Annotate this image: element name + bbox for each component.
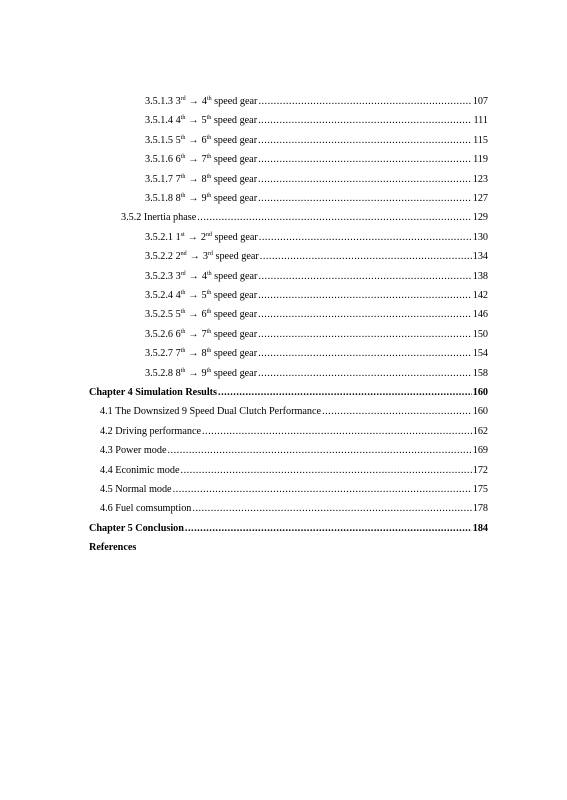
gear-to: 8 xyxy=(201,348,207,360)
toc-entry-label xyxy=(145,328,257,341)
right-arrow-icon: → xyxy=(188,270,199,282)
dot-leader xyxy=(185,522,472,535)
gear-from: 3 xyxy=(175,96,181,107)
gear-to-ordinal: th xyxy=(206,96,212,102)
right-arrow-icon: → xyxy=(188,367,199,379)
right-arrow-icon: → xyxy=(189,251,200,263)
gear-from: 8 xyxy=(175,193,181,204)
dot-leader xyxy=(258,289,472,302)
gear-to-ordinal: th xyxy=(206,367,212,374)
page-number: 158 xyxy=(472,367,488,379)
toc-entry-label xyxy=(145,231,258,244)
toc-entry-label xyxy=(145,367,257,380)
toc-entry[interactable] xyxy=(145,308,488,321)
right-arrow-icon: → xyxy=(188,115,199,127)
section-number: 3.5.2.3 xyxy=(145,270,174,282)
gear-to-ordinal: th xyxy=(206,328,212,335)
toc-entry[interactable] xyxy=(145,347,488,360)
toc-entry-label xyxy=(145,95,257,108)
toc-entry[interactable] xyxy=(145,270,488,283)
toc-entry-label xyxy=(145,192,257,205)
entry-title: speed gear xyxy=(213,309,258,321)
gear-to-ordinal: th xyxy=(206,173,212,180)
gear-to-ordinal: th xyxy=(206,270,212,277)
page-number: 134 xyxy=(472,251,488,263)
toc-entry[interactable] xyxy=(100,444,488,457)
gear-from: 7 xyxy=(175,173,181,185)
entry-title: speed gear xyxy=(213,290,258,301)
toc-entry-label xyxy=(89,541,136,554)
dot-leader xyxy=(202,425,472,438)
gear-from-ordinal: rd xyxy=(180,270,186,277)
page-number: 160 xyxy=(472,406,488,418)
dot-leader xyxy=(258,270,471,283)
page-number: 111 xyxy=(473,115,488,127)
gear-from-ordinal: th xyxy=(180,290,186,296)
entry-title: Chapter 5 Conclusion xyxy=(89,522,184,534)
right-arrow-icon: → xyxy=(188,154,199,166)
toc-entry[interactable] xyxy=(100,405,488,418)
gear-from-ordinal: th xyxy=(180,115,186,122)
gear-to: 7 xyxy=(201,328,207,340)
page-number: 115 xyxy=(473,134,488,146)
gear-to: 3 xyxy=(202,251,208,263)
dot-leader xyxy=(258,95,471,108)
gear-to: 4 xyxy=(201,270,207,282)
entry-title: speed gear xyxy=(213,348,258,360)
gear-from: 2 xyxy=(175,251,181,263)
entry-title: 3.5.2 Inertia phase xyxy=(121,212,197,224)
gear-from: 5 xyxy=(175,134,181,146)
toc-entry-label xyxy=(100,483,172,496)
gear-to-ordinal: th xyxy=(206,154,212,161)
gear-from: 3 xyxy=(175,270,181,282)
dot-leader xyxy=(197,211,471,224)
dot-leader xyxy=(258,347,472,360)
toc-entry-label xyxy=(145,134,257,147)
toc-entry-label xyxy=(100,464,180,477)
toc-entry-label xyxy=(145,289,257,302)
entry-title: speed gear xyxy=(214,270,258,282)
right-arrow-icon: → xyxy=(188,96,199,107)
gear-to: 5 xyxy=(201,115,207,127)
gear-to-ordinal: rd xyxy=(207,251,213,258)
toc-entry-label xyxy=(100,425,201,438)
gear-from-ordinal: th xyxy=(180,193,186,199)
page-number: 184 xyxy=(472,522,488,534)
entry-title: 4.5 Normal mode xyxy=(100,484,172,495)
section-number: 3.5.2.6 xyxy=(145,328,174,340)
entry-title: References xyxy=(89,542,137,554)
gear-to-ordinal: th xyxy=(206,309,212,316)
right-arrow-icon: → xyxy=(188,173,199,185)
toc-chapter-entry[interactable] xyxy=(89,522,488,535)
dot-leader xyxy=(168,444,472,457)
toc-entry-label xyxy=(145,270,257,283)
page-number: 150 xyxy=(472,328,488,340)
gear-to-ordinal: nd xyxy=(205,231,212,238)
toc-entry-label xyxy=(145,153,257,166)
dot-leader xyxy=(258,308,472,321)
page-number: 146 xyxy=(472,309,488,321)
gear-from-ordinal: th xyxy=(180,134,186,141)
gear-from: 8 xyxy=(175,367,181,379)
section-number: 3.5.1.6 xyxy=(145,154,174,166)
section-number: 3.5.1.4 xyxy=(145,115,174,127)
toc-entry[interactable] xyxy=(145,192,488,205)
gear-to-ordinal: th xyxy=(206,134,212,141)
toc-entry-label xyxy=(100,444,167,457)
toc-entry[interactable] xyxy=(145,153,488,166)
gear-from-ordinal: nd xyxy=(180,251,187,258)
gear-from: 1 xyxy=(175,231,181,243)
gear-to: 9 xyxy=(201,193,207,204)
gear-to: 4 xyxy=(201,96,207,107)
page-number: 129 xyxy=(472,212,488,224)
toc-entry[interactable] xyxy=(145,231,488,244)
dot-leader xyxy=(258,114,472,127)
gear-from: 4 xyxy=(175,290,181,301)
gear-to: 6 xyxy=(201,309,207,321)
dot-leader xyxy=(260,250,472,263)
right-arrow-icon: → xyxy=(188,134,199,146)
entry-title: speed gear xyxy=(213,134,258,146)
page-number: 162 xyxy=(472,425,488,437)
dot-leader xyxy=(259,231,472,244)
gear-from: 7 xyxy=(175,348,181,360)
right-arrow-icon: → xyxy=(187,231,198,243)
gear-from-ordinal: th xyxy=(180,348,186,355)
toc-entry[interactable] xyxy=(145,289,488,302)
gear-to: 7 xyxy=(201,154,207,166)
gear-to: 9 xyxy=(201,367,207,379)
entry-title: speed gear xyxy=(213,173,258,185)
right-arrow-icon: → xyxy=(188,348,199,360)
gear-to: 5 xyxy=(201,290,207,301)
page-number: 123 xyxy=(472,173,488,185)
section-number: 3.5.2.4 xyxy=(145,290,174,301)
dot-leader xyxy=(258,367,472,380)
dot-leader xyxy=(218,386,472,399)
entry-title: 4.2 Driving performance xyxy=(100,425,201,437)
toc-entry[interactable] xyxy=(145,173,488,186)
entry-title: 4.3 Power mode xyxy=(100,445,167,457)
entry-title: 4.4 Econimic mode xyxy=(100,464,180,476)
page-number: 178 xyxy=(472,503,488,515)
toc-entry-label xyxy=(145,308,257,321)
right-arrow-icon: → xyxy=(188,309,199,321)
toc-entry-label xyxy=(100,405,321,418)
toc-entry-label xyxy=(145,173,257,186)
toc-entry-label xyxy=(89,386,217,399)
dot-leader xyxy=(258,173,472,186)
section-number: 3.5.2.5 xyxy=(145,309,174,321)
gear-from-ordinal: th xyxy=(180,309,186,316)
entry-title: speed gear xyxy=(214,96,258,107)
toc-entry-label xyxy=(100,502,191,515)
toc-entry[interactable] xyxy=(100,502,488,515)
page-number: 127 xyxy=(472,193,488,204)
dot-leader xyxy=(258,153,472,166)
gear-from-ordinal: st xyxy=(180,231,185,238)
gear-from: 4 xyxy=(175,115,181,127)
section-number: 3.5.2.2 xyxy=(145,251,174,263)
toc-chapter-entry[interactable] xyxy=(89,386,488,399)
dot-leader xyxy=(258,328,472,341)
page-number: 175 xyxy=(472,484,488,495)
dot-leader xyxy=(173,483,472,496)
toc-entry[interactable] xyxy=(145,328,488,341)
entry-title: speed gear xyxy=(213,367,258,379)
entry-title: speed gear xyxy=(214,231,258,243)
gear-to-ordinal: th xyxy=(206,290,212,296)
gear-from: 5 xyxy=(175,309,181,321)
entry-title: speed gear xyxy=(213,115,258,127)
dot-leader xyxy=(181,464,472,477)
dot-leader xyxy=(192,502,471,515)
dot-leader xyxy=(258,192,472,205)
section-number: 3.5.2.8 xyxy=(145,367,174,379)
section-number: 3.5.1.8 xyxy=(145,193,174,204)
entry-title: 4.1 The Downsized 9 Speed Dual Clutch Performance xyxy=(100,406,322,418)
right-arrow-icon: → xyxy=(188,193,199,204)
page-number: 142 xyxy=(472,290,488,301)
section-number: 3.5.1.3 xyxy=(145,96,174,107)
entry-title: speed gear xyxy=(213,328,258,340)
toc-entry-label xyxy=(89,522,184,535)
toc-entry-label xyxy=(145,114,257,127)
page-number: 119 xyxy=(473,154,488,166)
section-number: 3.5.1.5 xyxy=(145,134,174,146)
toc-entry[interactable] xyxy=(100,483,488,496)
entry-title: speed gear xyxy=(213,193,258,204)
toc-entry[interactable] xyxy=(100,425,488,438)
gear-to-ordinal: th xyxy=(206,193,212,199)
gear-from-ordinal: th xyxy=(180,173,186,180)
dot-leader xyxy=(258,134,472,147)
entry-title: Chapter 4 Simulation Results xyxy=(89,387,218,398)
gear-from-ordinal: th xyxy=(180,367,186,374)
toc-entry[interactable] xyxy=(145,367,488,380)
section-number: 3.5.2.7 xyxy=(145,348,174,360)
page-number: 130 xyxy=(472,231,488,243)
toc-chapter-entry[interactable] xyxy=(89,541,488,554)
gear-to-ordinal: th xyxy=(206,115,212,122)
page-number: 154 xyxy=(472,348,488,360)
page-number: 172 xyxy=(472,464,488,476)
section-number: 3.5.2.1 xyxy=(145,231,174,243)
entry-title: 4.6 Fuel comsumption xyxy=(100,503,192,515)
toc-entry[interactable] xyxy=(145,250,488,263)
gear-to-ordinal: th xyxy=(206,348,212,355)
gear-to: 8 xyxy=(201,173,207,185)
toc-entry[interactable] xyxy=(121,211,488,224)
toc-entry-label xyxy=(121,211,196,224)
gear-from: 6 xyxy=(175,328,181,340)
gear-from-ordinal: th xyxy=(180,328,186,335)
toc-entry[interactable] xyxy=(145,114,488,127)
page-number: 160 xyxy=(472,387,488,398)
entry-title: speed gear xyxy=(213,154,258,166)
gear-to: 2 xyxy=(200,231,206,243)
gear-from-ordinal: th xyxy=(180,154,186,161)
gear-from-ordinal: rd xyxy=(180,96,186,102)
entry-title: speed gear xyxy=(215,251,259,263)
right-arrow-icon: → xyxy=(188,290,199,301)
page-number: 107 xyxy=(472,96,488,107)
right-arrow-icon: → xyxy=(188,328,199,340)
gear-from: 6 xyxy=(175,154,181,166)
toc-entry[interactable] xyxy=(100,464,488,477)
toc-entry-label xyxy=(145,347,257,360)
toc-entry[interactable] xyxy=(145,95,488,108)
page-number: 169 xyxy=(472,445,488,457)
dot-leader xyxy=(322,405,472,418)
toc-entry[interactable] xyxy=(145,134,488,147)
toc-entry-label xyxy=(145,250,259,263)
page-number: 138 xyxy=(472,270,488,282)
section-number: 3.5.1.7 xyxy=(145,173,174,185)
gear-to: 6 xyxy=(201,134,207,146)
